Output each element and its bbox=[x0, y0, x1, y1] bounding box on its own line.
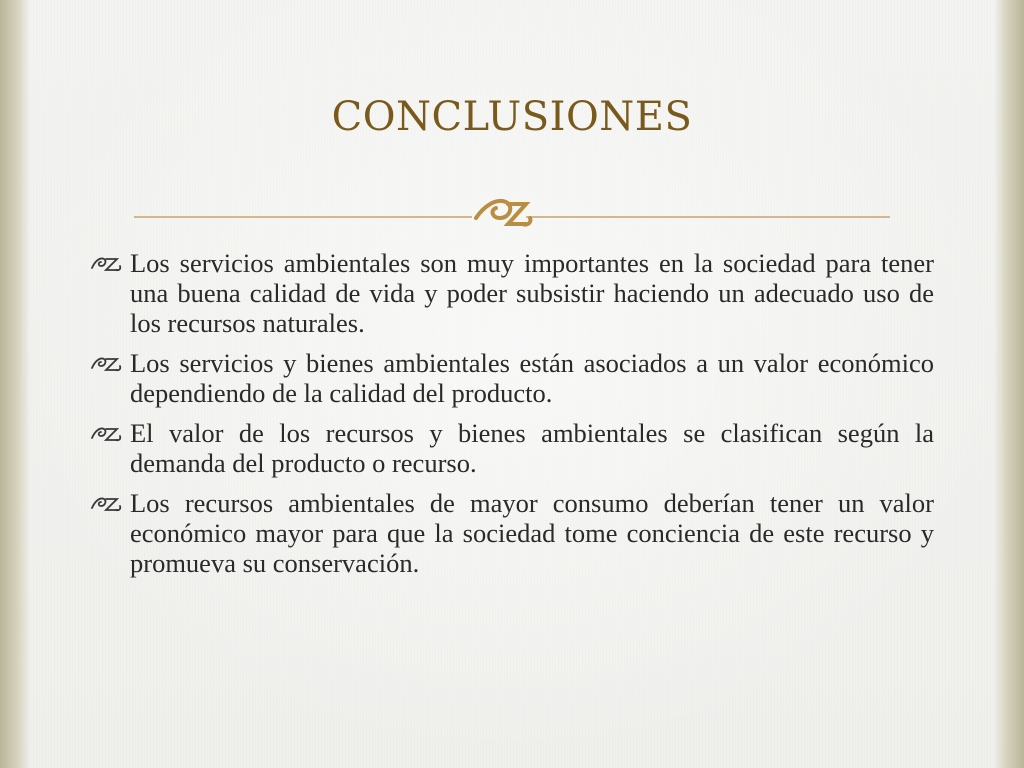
list-item bbox=[90, 488, 934, 578]
scroll-bullet-icon bbox=[90, 422, 122, 444]
list-item-text: Los servicios ambientales son muy importantes en la sociedad para tener una buena calidad de vida y poder subsistir haciendo un adecuado uso de los recursos naturales. bbox=[130, 248, 934, 338]
list-item-text: Los recursos ambientales de mayor consumo deberían tener un valor económico mayor para que la sociedad tome conciencia de este recurso y promueva su conservación. bbox=[130, 488, 934, 578]
scroll-bullet-icon bbox=[90, 352, 122, 374]
bullet-list bbox=[90, 248, 934, 588]
list-item bbox=[90, 248, 934, 338]
list-item-text: El valor de los recursos y bienes ambientales se clasifican según la demanda del producto o recurso. bbox=[130, 418, 934, 478]
list-item-text: Los servicios y bienes ambientales están asociados a un valor económico dependiendo de la calidad del producto. bbox=[130, 348, 934, 408]
scroll-bullet-icon bbox=[90, 252, 122, 274]
scroll-bullet-icon bbox=[90, 492, 122, 514]
list-item bbox=[90, 418, 934, 478]
title-divider bbox=[134, 188, 890, 232]
scroll-ornament-icon bbox=[134, 188, 890, 232]
list-item bbox=[90, 348, 934, 408]
slide-title: CONCLUSIONES bbox=[331, 94, 693, 140]
